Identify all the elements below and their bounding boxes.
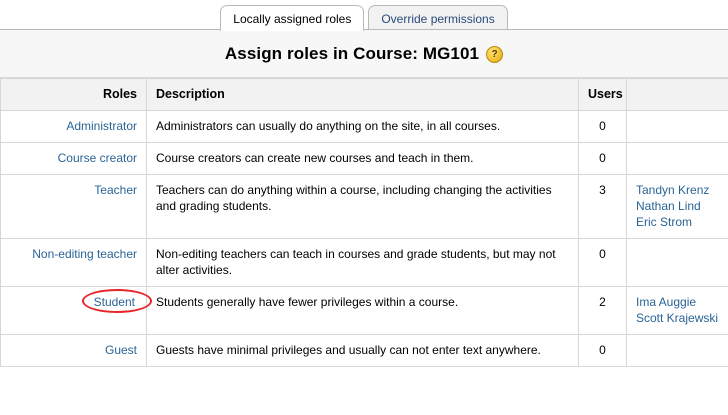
role-cell — [1, 239, 147, 287]
tab-label: Locally assigned roles — [233, 12, 352, 26]
student-role-annotation — [92, 294, 137, 310]
assign-roles-table — [0, 78, 728, 367]
table-row — [1, 287, 728, 335]
table-row — [1, 175, 728, 239]
tab-locally-assigned-roles[interactable] — [220, 5, 364, 31]
user-count: 0 — [579, 143, 627, 175]
user-count: 3 — [579, 175, 627, 239]
member-list — [627, 287, 728, 335]
role-link-guest[interactable]: Guest — [104, 343, 137, 357]
role-link-course-creator[interactable]: Course creator — [57, 151, 137, 165]
user-count: 0 — [579, 111, 627, 143]
member-link[interactable]: Eric Strom — [636, 215, 693, 229]
role-description: Non-editing teachers can teach in courses and grade students, but may not alter activities. — [147, 239, 579, 287]
page-title: Assign roles in Course: MG101 — [224, 43, 480, 63]
role-link-student[interactable]: Student — [93, 295, 135, 309]
role-cell — [1, 335, 147, 367]
member-link[interactable]: Scott Krajewski — [636, 311, 719, 325]
tab-list — [0, 0, 728, 30]
role-description: Teachers can do anything within a course, including changing the activities and grading students. — [147, 175, 579, 239]
tab-label: Override permissions — [381, 12, 495, 26]
help-icon[interactable]: ? — [486, 46, 503, 63]
role-link-teacher[interactable]: Teacher — [94, 183, 137, 197]
role-link-administrator[interactable]: Administrator — [66, 119, 137, 133]
table-header-row — [1, 79, 728, 111]
member-link[interactable]: Ima Auggie — [636, 295, 697, 309]
role-description: Course creators can create new courses and teach in them. — [147, 143, 579, 175]
role-cell — [1, 111, 147, 143]
role-cell — [1, 143, 147, 175]
member-list — [627, 335, 728, 367]
column-header-users: Users — [579, 79, 627, 111]
user-count: 0 — [579, 239, 627, 287]
role-cell — [1, 287, 147, 335]
page-title-band — [0, 30, 728, 78]
column-header-description: Description — [147, 79, 579, 111]
member-link[interactable]: Nathan Lind — [636, 199, 701, 213]
member-list — [627, 111, 728, 143]
tab-bar — [0, 0, 728, 30]
member-list — [627, 143, 728, 175]
role-cell — [1, 175, 147, 239]
member-link[interactable]: Tandyn Krenz — [636, 183, 710, 197]
user-count: 2 — [579, 287, 627, 335]
role-description: Administrators can usually do anything on the site, in all courses. — [147, 111, 579, 143]
tab-override-permissions[interactable] — [368, 5, 507, 31]
role-link-non-editing-teacher[interactable]: Non-editing teacher — [32, 247, 137, 261]
table-row — [1, 143, 728, 175]
column-header-members — [627, 79, 728, 111]
table-row — [1, 239, 728, 287]
role-description: Students generally have fewer privileges within a course. — [147, 287, 579, 335]
member-list — [627, 175, 728, 239]
user-count: 0 — [579, 335, 627, 367]
role-description: Guests have minimal privileges and usually can not enter text anywhere. — [147, 335, 579, 367]
table-row — [1, 111, 728, 143]
column-header-roles: Roles — [1, 79, 147, 111]
member-list — [627, 239, 728, 287]
table-row — [1, 335, 728, 367]
